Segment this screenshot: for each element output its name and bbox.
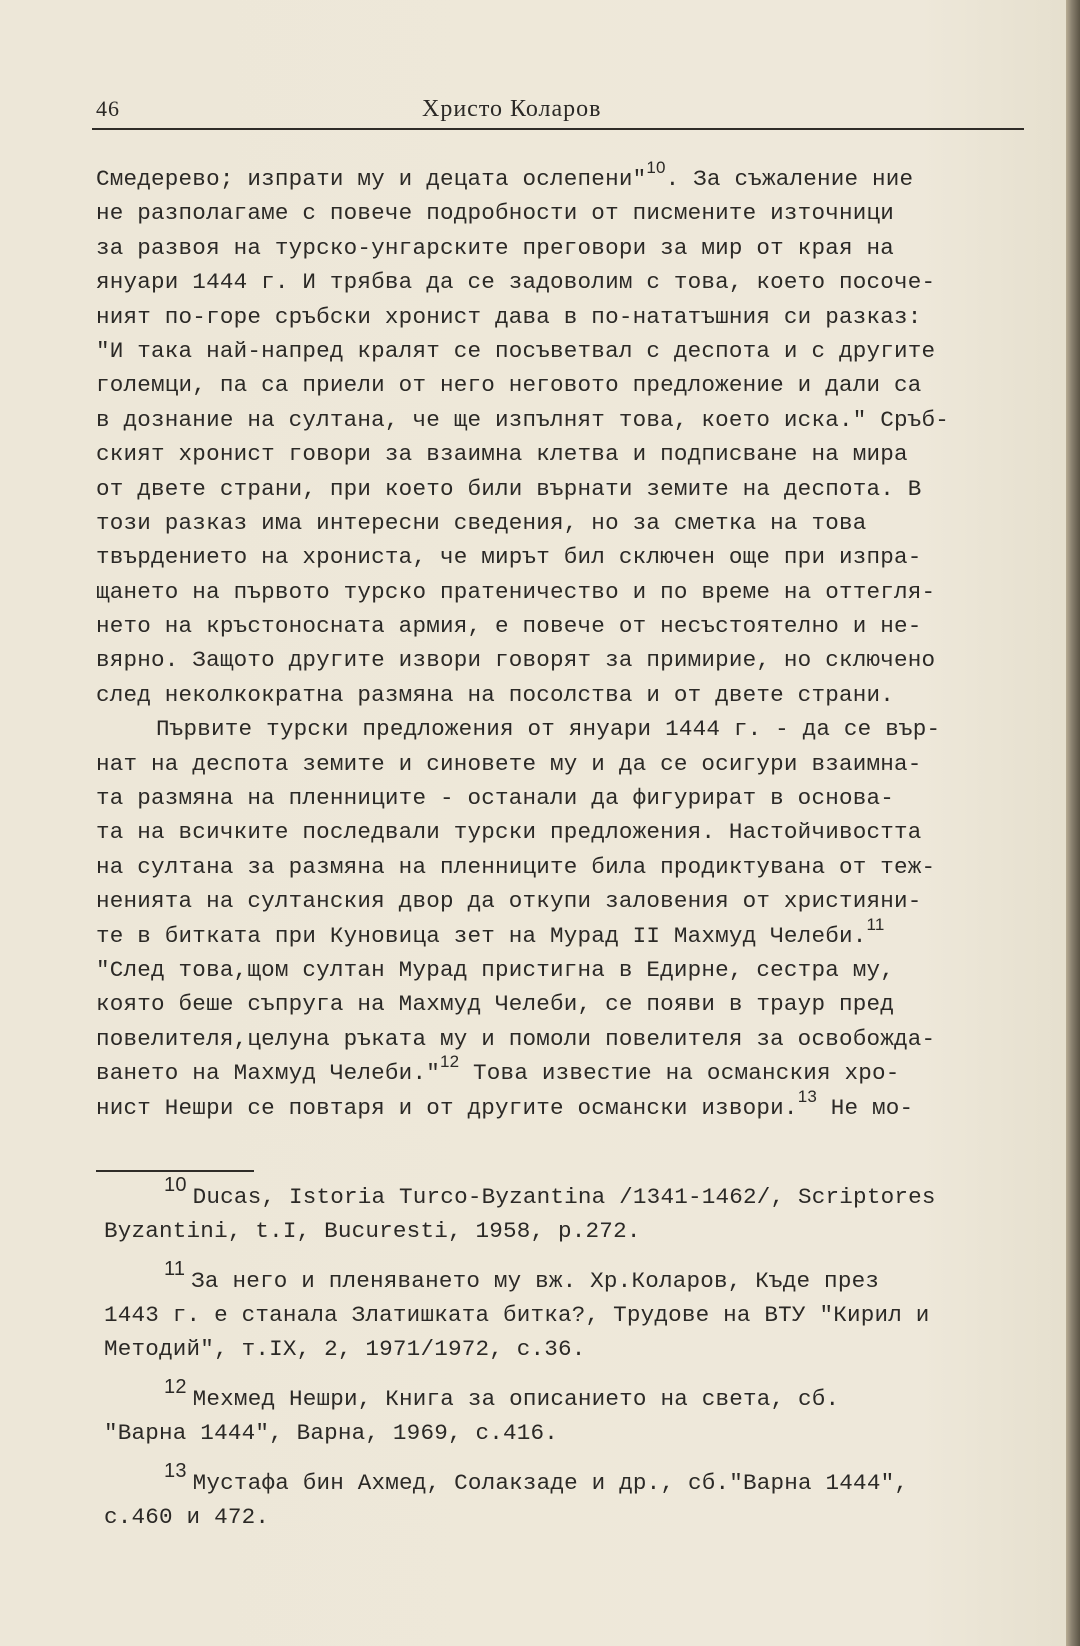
line-text: ването на Махмуд Челеби." <box>96 1060 440 1087</box>
footnote-continuation: "Варна 1444", Варна, 1969, с.416. <box>104 1420 559 1446</box>
text-line <box>96 850 1034 884</box>
text-line <box>96 1052 1034 1090</box>
line-text: нист Нешри се повтаря и от другите османски извори. <box>96 1094 798 1121</box>
text-line <box>96 265 1034 299</box>
line-text: големци, па са приели от него неговото предложение и дали са <box>96 372 922 399</box>
footnote-first-line <box>104 1258 1034 1298</box>
running-header <box>92 96 1024 130</box>
line-text: януари 1444 г. И трябва да се задоволим с това, което посоче- <box>96 269 936 296</box>
text-line <box>96 368 1034 402</box>
footnote-reference[interactable]: 11 <box>866 914 885 934</box>
line-text: в дознание на султана, че ще изпълнят това, което иска." Сръб- <box>96 406 950 433</box>
text-line <box>96 334 1034 368</box>
text-line <box>96 914 1034 953</box>
line-text: която беше съпруга на Махмуд Челеби, се появи в траур пред <box>96 991 894 1018</box>
footnote-number: 12 <box>164 1376 187 1398</box>
line-text: Първите турски предложения от януари 1444 г. - да се вър- <box>156 716 941 743</box>
line-text: не разполагаме с повече подробности от писмените източници <box>96 200 894 227</box>
footnote <box>104 1460 1034 1534</box>
text-line <box>96 506 1034 540</box>
footnote-continuation: с.460 и 472. <box>104 1504 270 1530</box>
line-text: ният по-горе сръбски хронист дава в по-нататъшния си разказ: <box>96 303 922 330</box>
text-line <box>96 678 1034 712</box>
line-text: ският хронист говори за взаимна клетва и подписване на мира <box>96 441 908 468</box>
text-line <box>96 300 1034 334</box>
text-line <box>96 403 1034 437</box>
text-line <box>96 815 1034 849</box>
running-title: Христо Коларов <box>422 96 602 122</box>
line-text: щането на първото турско пратеничество и по време на оттегля- <box>96 578 936 605</box>
page-number: 46 <box>96 96 120 121</box>
line-text: Смедерево; изпрати му и децата ослепени" <box>96 166 647 192</box>
line-text: този разказ има интересни сведения, но за сметка на това <box>96 509 867 536</box>
text-line <box>96 712 1034 746</box>
footnote-number: 13 <box>164 1460 187 1482</box>
footnote-reference[interactable]: 10 <box>646 158 666 177</box>
text-line <box>96 1022 1034 1056</box>
text-line <box>96 884 1034 918</box>
footnote-text: За него и пленяването му вж. Хр.Коларов, Къде през <box>191 1268 880 1294</box>
line-text: те в битката при Куновица зет на Мурад II Махмуд Челеби. <box>96 922 867 949</box>
text-line <box>96 781 1034 815</box>
footnote-reference[interactable]: 12 <box>439 1052 460 1072</box>
text-line <box>96 472 1034 506</box>
line-text: след неколкократна размяна на посолства и от двете страни. <box>96 681 894 708</box>
line-text: повелителя,целуна ръката му и помоли повелителя за освобожда- <box>96 1025 936 1052</box>
line-text: та на всичките последвали турски предложения. Настойчивостта <box>96 819 922 846</box>
main-text <box>96 158 1034 1125</box>
line-text: от двете страни, при което били върнати земите на деспота. В <box>96 475 922 502</box>
text-line <box>96 231 1034 265</box>
line-text-continued: Това известие на османския хро- <box>459 1060 900 1087</box>
footnote-reference[interactable]: 13 <box>797 1086 817 1106</box>
footnote <box>104 1174 1034 1248</box>
text-line <box>96 437 1034 471</box>
footnote <box>104 1258 1034 1366</box>
line-text: твърдението на хрониста, че мирът бил сключен още при изпра- <box>96 544 922 571</box>
line-text: нето на кръстоносната армия, е повече от несъстоятелно и не- <box>96 613 922 640</box>
text-line <box>96 575 1034 609</box>
footnote-number: 10 <box>164 1174 187 1196</box>
footnote-first-line <box>104 1376 1034 1416</box>
text-line <box>96 609 1034 643</box>
text-line <box>96 196 1034 230</box>
footnote-text: Мехмед Нешри, Книга за описанието на света, сб. <box>192 1386 840 1412</box>
text-line <box>96 643 1034 677</box>
footnote <box>104 1376 1034 1450</box>
text-line <box>96 953 1034 987</box>
line-text: на султана за размяна на пленниците била продиктувана от теж- <box>96 853 936 880</box>
footnote-text: Ducas, Istoria Turco-Byzantina /1341-1462/, Scriptores <box>192 1184 936 1210</box>
line-text-continued: Не мо- <box>817 1094 914 1121</box>
footnote-continuation: Byzantini, t.I, Bucuresti, 1958, p.272. <box>104 1218 641 1244</box>
text-line <box>96 1086 1034 1125</box>
line-text: "И така най-напред кралят се посъветвал с деспота и с другите <box>96 337 936 364</box>
footnote-continuation: 1443 г. е станала Златишката битка?, Трудове на ВТУ "Кирил и Методий", т.IX, 2, 1971/1972, с.36. <box>104 1302 930 1362</box>
footnote-text: Мустафа бин Ахмед, Солакзаде и др., сб."Варна 1444", <box>192 1470 909 1496</box>
line-text: ненията на султанския двор да откупи заловения от християни- <box>96 888 922 915</box>
line-text: за развоя на турско-унгарските преговори за мир от края на <box>96 234 894 261</box>
footnote-first-line <box>104 1174 1034 1214</box>
line-text-continued: . За съжаление ние <box>665 166 914 192</box>
footnote-number: 11 <box>164 1258 186 1280</box>
footnote-first-line <box>104 1460 1034 1500</box>
text-line <box>96 540 1034 574</box>
line-text: вярно. Защото другите извори говорят за примирие, но сключено <box>96 647 936 674</box>
footnote-separator <box>96 1170 254 1172</box>
line-text: нат на деспота земите и синовете му и да се осигури взаимна- <box>96 750 922 777</box>
line-text: та размяна на пленниците - останали да фигурират в основа- <box>96 785 894 812</box>
footnotes <box>104 1174 1034 1550</box>
text-line <box>96 158 1034 196</box>
page-edge-shadow <box>1066 0 1080 1646</box>
line-text: "След това,щом султан Мурад пристигна в Едирне, сестра му, <box>96 956 894 983</box>
text-line <box>96 987 1034 1021</box>
text-line <box>96 747 1034 781</box>
